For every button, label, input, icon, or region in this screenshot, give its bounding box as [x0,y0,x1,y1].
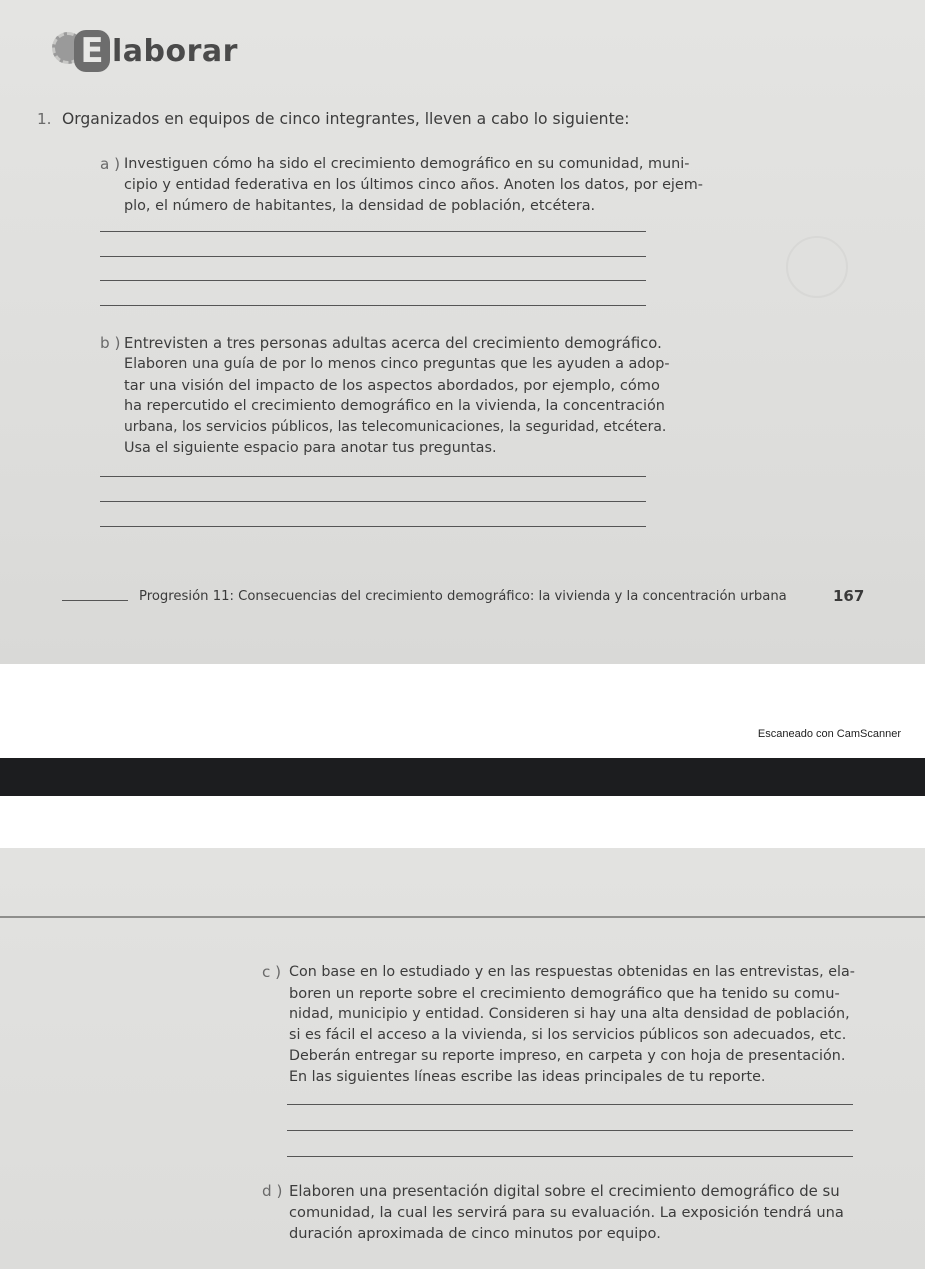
page-number: 167 [833,587,865,605]
item-b-line-5: urbana, los servicios públicos, las telecomunicaciones, la seguridad, etcétera. [124,419,667,435]
answer-line-a-2[interactable] [100,256,646,257]
answer-line-a-3[interactable] [100,280,646,281]
scan-separator [0,758,925,796]
item-a-line-2: cipio y entidad federativa en los últimos cinco años. Anoten los datos, por ejem- [124,177,703,193]
answer-line-a-4[interactable] [100,305,646,306]
item-d-marker: d ) [262,1182,283,1200]
item-b-line-4: ha repercutido el crecimiento demográfico en la vivienda, la concentración [124,398,665,414]
page-top-rule [0,916,925,918]
title-initial: E [74,30,110,72]
item-c-line-2: boren un reporte sobre el crecimiento demográfico que ha tenido su comu- [289,985,840,1002]
watermark-circle [786,236,848,298]
scanner-watermark: Escaneado con CamScanner [757,728,901,740]
item-c-line-1: Con base en lo estudiado y en las respuestas obtenidas en las entrevistas, ela- [289,964,855,980]
title-text: laborar [112,33,238,69]
item-a-line-1: Investiguen cómo ha sido el crecimiento demográfico en su comunidad, muni- [124,156,690,172]
item-d-line-1: Elaboren una presentación digital sobre el crecimiento demográfico de su [289,1182,840,1200]
answer-line-a-1[interactable] [100,231,646,232]
item-b-line-3: tar una visión del impacto de los aspectos abordados, por ejemplo, cómo [124,377,660,394]
answer-line-c-3[interactable] [287,1156,853,1157]
item-number: 1. [37,110,52,128]
item-c-line-3: nidad, municipio y entidad. Consideren si hay una alta densidad de población, [289,1006,850,1022]
item-c-line-5: Deberán entregar su reporte impreso, en carpeta y con hoja de presentación. [289,1048,846,1064]
item-b-line-6: Usa el siguiente espacio para anotar tus preguntas. [124,440,497,456]
item-c-line-4: si es fácil el acceso a la vivienda, si los servicios públicos son adecuados, etc. [289,1027,847,1043]
section-title [52,28,238,74]
scan-margin [0,664,925,758]
answer-line-b-2[interactable] [100,501,646,502]
item-c-marker: c ) [262,963,282,981]
item-d-line-3: duración aproximada de cinco minutos por equipo. [289,1225,661,1242]
answer-line-c-2[interactable] [287,1130,853,1131]
answer-line-b-3[interactable] [100,526,646,527]
answer-line-c-1[interactable] [287,1104,853,1105]
item-c-line-6: En las siguientes líneas escribe las ideas principales de tu reporte. [289,1069,766,1085]
item-1-instruction: Organizados en equipos de cinco integrantes, lleven a cabo lo siguiente: [62,110,630,128]
item-d-line-2: comunidad, la cual les servirá para su evaluación. La exposición tendrá una [289,1204,844,1221]
item-b-line-1: Entrevisten a tres personas adultas acerca del crecimiento demográfico. [124,335,662,352]
item-b-marker: b ) [100,334,121,352]
footer-progression: Progresión 11: Consecuencias del crecimiento demográfico: la vivienda y la concentración urbana [139,589,787,604]
item-a-line-3: plo, el número de habitantes, la densidad de población, etcétera. [124,198,596,214]
item-a-marker: a ) [100,155,121,173]
answer-line-b-1[interactable] [100,476,646,477]
page-gap [0,796,925,848]
footer-rule [62,600,128,601]
item-b-line-2: Elaboren una guía de por lo menos cinco preguntas que les ayuden a adop- [124,356,670,372]
elaborar-logo [52,28,110,74]
